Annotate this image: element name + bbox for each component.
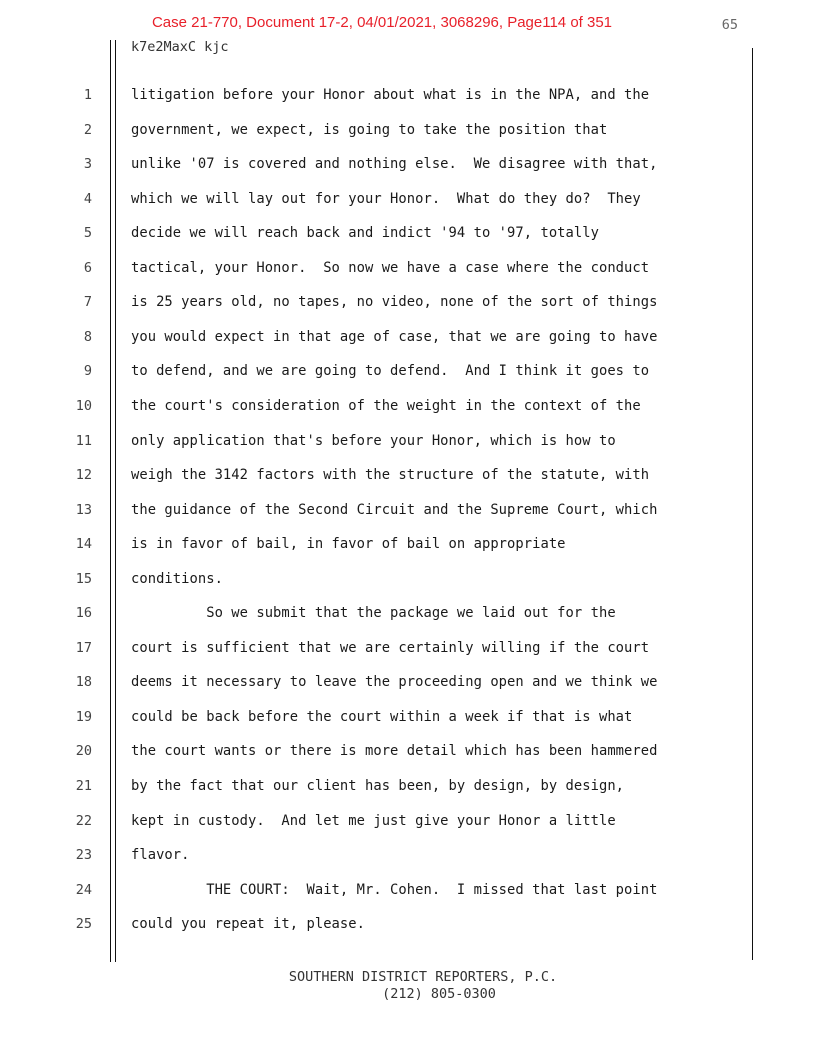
reporter-phone: (212) 805-0300 [382, 986, 496, 1002]
left-margin-rule-inner [115, 40, 116, 962]
line-number: 1 [83, 87, 92, 103]
line-number: 19 [75, 709, 92, 725]
line-number: 17 [75, 640, 92, 656]
right-margin-rule [752, 48, 753, 960]
line-number: 12 [75, 467, 92, 483]
transcript-line: could you repeat it, please. [131, 916, 365, 932]
transcript-line: is in favor of bail, in favor of bail on appropriate [131, 536, 566, 552]
transcript-line: the court wants or there is more detail which has been hammered [131, 743, 658, 759]
line-number: 3 [83, 156, 92, 172]
transcript-line: court is sufficient that we are certainly willing if the court [131, 640, 650, 656]
transcript-line: only application that's before your Honor, which is how to [131, 433, 616, 449]
transcript-line: decide we will reach back and indict '94 to '97, totally [131, 225, 599, 241]
line-number: 23 [75, 847, 92, 863]
line-number: 22 [75, 813, 92, 829]
line-number: 7 [83, 294, 92, 310]
transcript-line: conditions. [131, 571, 223, 587]
transcript-line: which we will lay out for your Honor. What do they do? They [131, 191, 641, 207]
transcript-line: you would expect in that age of case, that we are going to have [131, 329, 658, 345]
line-number: 5 [83, 225, 92, 241]
transcript-line: So we submit that the package we laid out for the [131, 605, 616, 621]
line-number: 16 [75, 605, 92, 621]
line-number: 20 [75, 743, 92, 759]
line-number: 21 [75, 778, 92, 794]
transcript-line: litigation before your Honor about what is in the NPA, and the [131, 87, 650, 103]
transcript-line: to defend, and we are going to defend. And I think it goes to [131, 363, 650, 379]
transcript-line: by the fact that our client has been, by design, by design, [131, 778, 625, 794]
line-number: 6 [83, 260, 92, 276]
transcript-line: tactical, your Honor. So now we have a case where the conduct [131, 260, 650, 276]
line-number: 10 [75, 398, 92, 414]
line-number: 18 [75, 674, 92, 690]
line-number: 9 [83, 363, 92, 379]
transcript-line: unlike '07 is covered and nothing else. We disagree with that, [131, 156, 658, 172]
transcript-line: weigh the 3142 factors with the structure of the statute, with [131, 467, 650, 483]
transcript-line: the court's consideration of the weight in the context of the [131, 398, 641, 414]
line-number: 24 [75, 882, 92, 898]
page-number: 65 [721, 17, 738, 33]
transcript-line: government, we expect, is going to take the position that [131, 122, 608, 138]
transcript-line: THE COURT: Wait, Mr. Cohen. I missed that last point [131, 882, 658, 898]
transcript-line: deems it necessary to leave the proceeding open and we think we [131, 674, 658, 690]
left-margin-rule [110, 40, 111, 962]
line-number: 4 [83, 191, 92, 207]
line-number: 8 [83, 329, 92, 345]
reporter-name: SOUTHERN DISTRICT REPORTERS, P.C. [288, 969, 558, 985]
transcript-line: is 25 years old, no tapes, no video, none of the sort of things [131, 294, 658, 310]
case-header: Case 21-770, Document 17-2, 04/01/2021, 3068296, Page114 of 351 [151, 14, 613, 31]
transcript-line: flavor. [131, 847, 190, 863]
line-number: 25 [75, 916, 92, 932]
document-id: k7e2MaxC kjc [131, 39, 229, 55]
transcript-line: could be back before the court within a week if that is what [131, 709, 633, 725]
line-number: 15 [75, 571, 92, 587]
transcript-line: kept in custody. And let me just give your Honor a little [131, 813, 616, 829]
transcript-line: the guidance of the Second Circuit and the Supreme Court, which [131, 502, 658, 518]
line-number: 11 [75, 433, 92, 449]
line-number: 2 [83, 122, 92, 138]
line-number: 13 [75, 502, 92, 518]
line-number: 14 [75, 536, 92, 552]
